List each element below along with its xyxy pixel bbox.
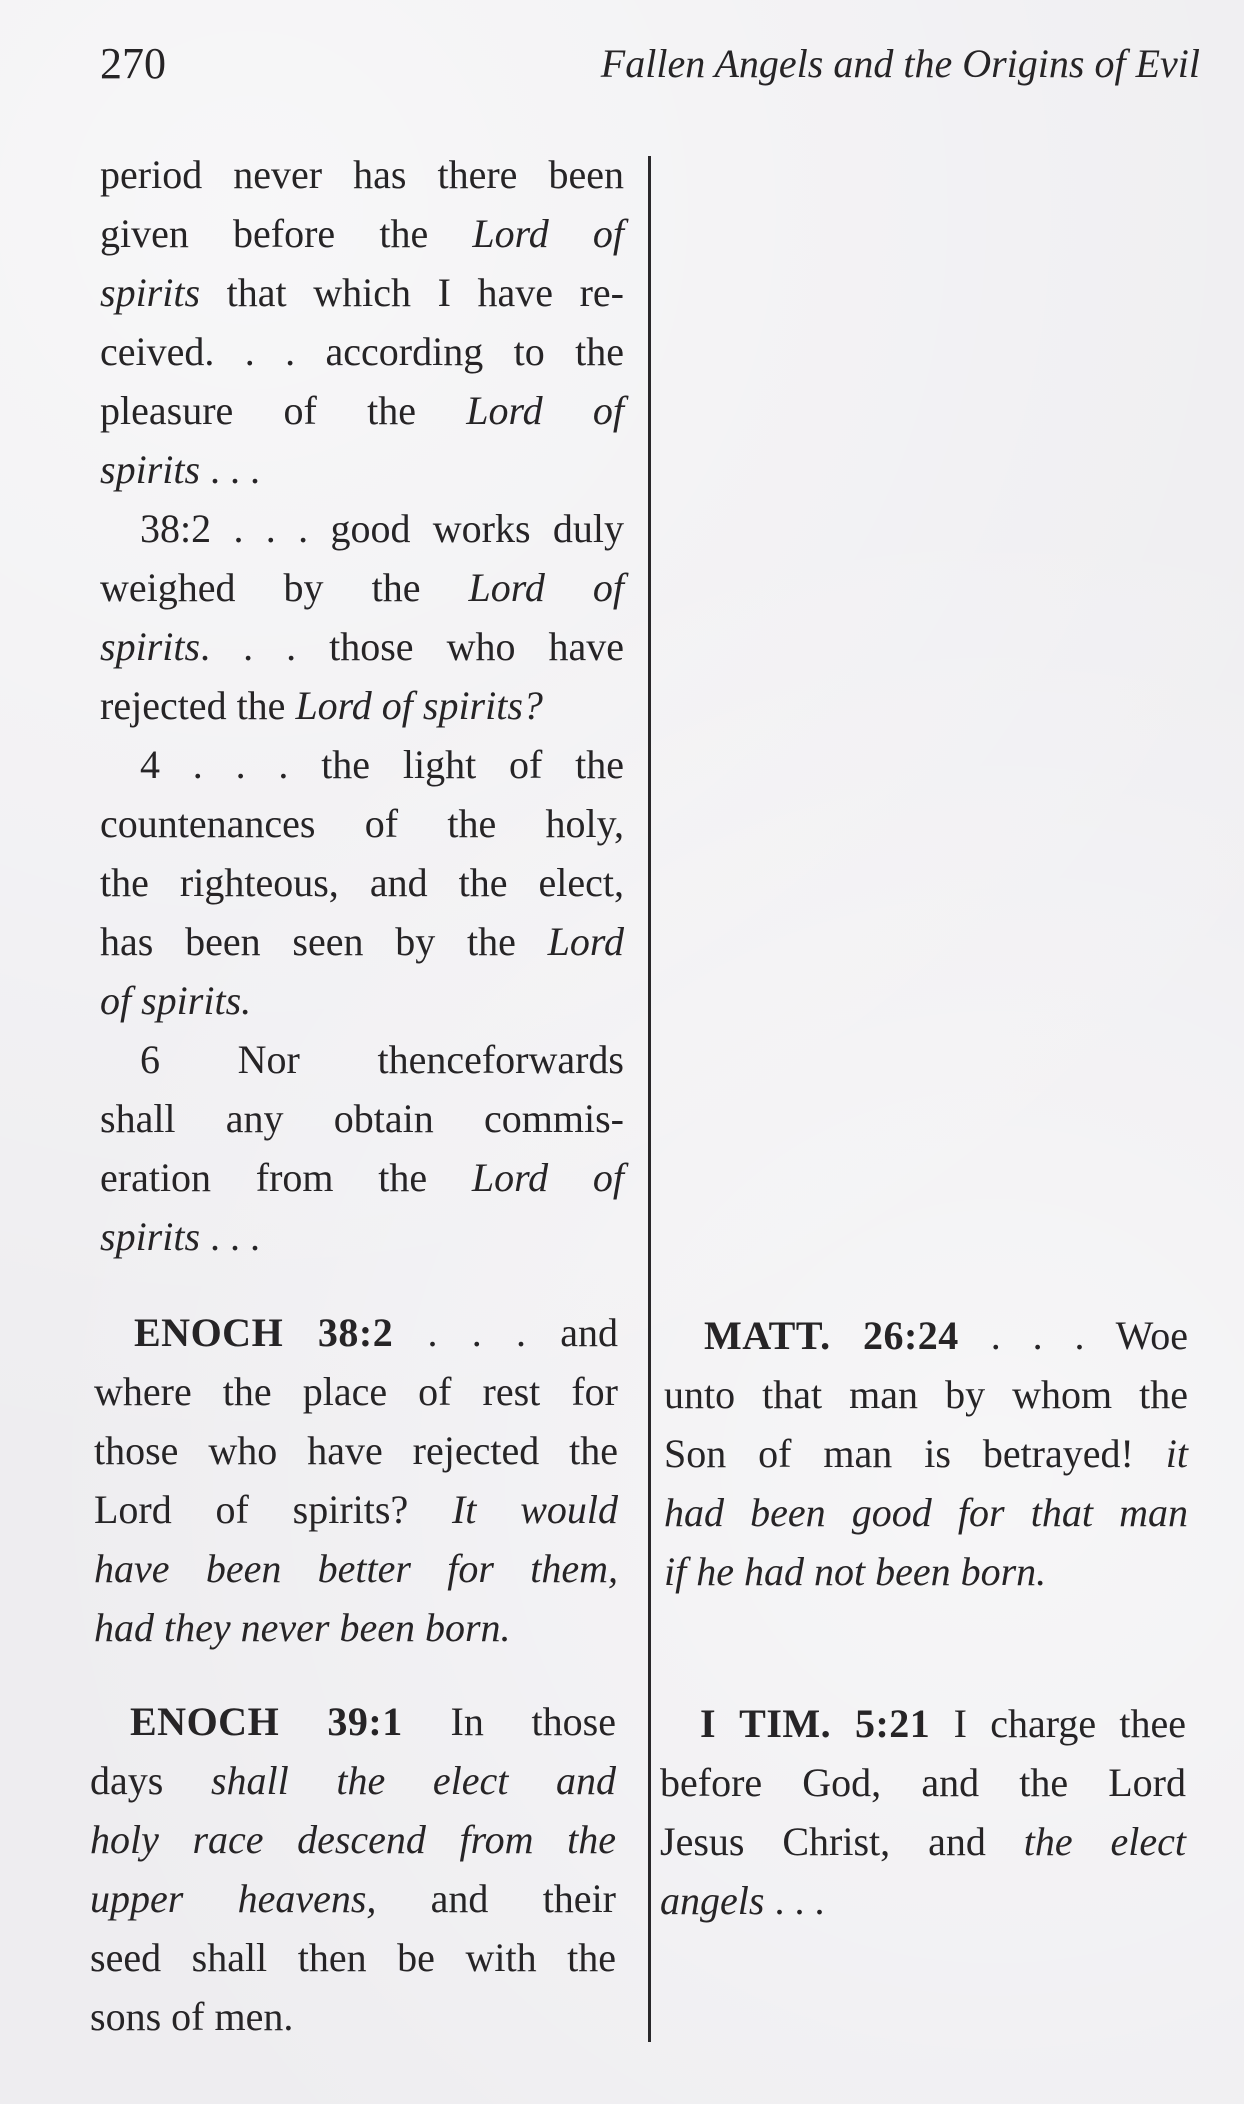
italic-run: Lord of (466, 388, 624, 433)
text-run: In those (402, 1699, 616, 1744)
text-line (94, 1480, 618, 1539)
text-run: that which I have re- (200, 270, 624, 315)
verse-number: 4 (140, 742, 160, 787)
text-run: seed shall then be with the (90, 1935, 616, 1980)
text-run: . . . good works duly (211, 506, 624, 551)
verse-38-2 (100, 499, 624, 735)
text-run: unto that man by whom the (664, 1372, 1188, 1417)
enoch-38-2-text (94, 1303, 618, 1657)
text-line (100, 499, 624, 558)
enoch-39-1-text (90, 1692, 616, 2046)
italic-run: of spirits. (100, 978, 252, 1023)
italic-run: Lord of spirits? (295, 683, 543, 728)
scripture-reference: I TIM. 5:21 (700, 1701, 931, 1746)
text-run: period never has there been (100, 152, 624, 197)
text-line (664, 1542, 1188, 1601)
text-line (100, 381, 624, 440)
text-run: weighed by the (100, 565, 469, 610)
running-title: Fallen Angels and the Origins of Evil (600, 41, 1200, 86)
text-line (94, 1421, 618, 1480)
verse-6 (100, 1030, 624, 1266)
text-line (100, 145, 624, 204)
text-line (100, 1207, 624, 1266)
column-divider (648, 156, 651, 2042)
text-run: days (90, 1758, 211, 1803)
text-line (100, 1030, 624, 1089)
i-tim-5-21-text (660, 1694, 1186, 1930)
italic-run: upper heavens, (90, 1876, 377, 1921)
text-line (660, 1694, 1186, 1753)
page-number: 270 (100, 39, 166, 88)
text-line (100, 263, 624, 322)
italic-run: holy race descend from the (90, 1817, 616, 1862)
italic-run: angels (660, 1878, 765, 1923)
italic-run: spirits (100, 624, 201, 669)
text-line (664, 1424, 1188, 1483)
verse-number: 6 (140, 1037, 160, 1082)
text-line (90, 1928, 616, 1987)
italic-run: Lord of (468, 565, 624, 610)
text-line (664, 1306, 1188, 1365)
text-line (90, 1810, 616, 1869)
italic-run: if he had not been born. (664, 1549, 1047, 1594)
italic-run: spirits (100, 447, 201, 492)
text-line (100, 322, 624, 381)
text-run: has been seen by the (100, 919, 548, 964)
italic-run: had they never been born. (94, 1605, 511, 1650)
enoch-39-1-passage (90, 1692, 616, 2046)
continuation-passage (100, 145, 624, 499)
text-line (100, 676, 624, 735)
italic-run: it (1165, 1431, 1188, 1476)
text-line (100, 971, 624, 1030)
matt-26-24-passage (664, 1306, 1188, 1601)
text-run: . . . (200, 1214, 261, 1259)
italic-run: It would (451, 1487, 618, 1532)
text-run: given before the (100, 211, 473, 256)
text-run: . . . the light of the (160, 742, 624, 787)
text-line (90, 1869, 616, 1928)
scripture-reference: ENOCH 39:1 (130, 1699, 403, 1744)
text-run: . . . and (393, 1310, 618, 1355)
italic-run: shall the elect and (210, 1758, 616, 1803)
text-line (94, 1598, 618, 1657)
text-run: Lord of spirits? (94, 1487, 452, 1532)
text-run: Nor thenceforwards (160, 1037, 624, 1082)
scripture-reference: ENOCH 38:2 (134, 1310, 394, 1355)
text-run: Jesus Christ, and (660, 1819, 1024, 1864)
italic-run: spirits (100, 270, 201, 315)
text-line (90, 1692, 616, 1751)
italic-run: the elect (1023, 1819, 1186, 1864)
i-tim-5-21-passage (660, 1694, 1186, 1930)
text-line (90, 1751, 616, 1810)
text-line (100, 1148, 624, 1207)
italic-run: Lord of (472, 211, 624, 256)
text-line (100, 735, 624, 794)
italic-run: Lord (547, 919, 624, 964)
italic-run: had been good for that man (664, 1490, 1188, 1535)
left-column-upper (100, 145, 624, 1266)
text-line (100, 440, 624, 499)
running-head (100, 34, 1200, 94)
text-run: those who have rejected the (94, 1428, 618, 1473)
text-line (100, 617, 624, 676)
text-line (100, 912, 624, 971)
text-run: eration from the (100, 1155, 472, 1200)
text-run: countenances of the holy, (100, 801, 624, 846)
text-line (660, 1812, 1186, 1871)
text-run: . . . those who have (200, 624, 624, 669)
italic-run: Lord of (471, 1155, 624, 1200)
text-run: the righteous, and the elect, (100, 860, 624, 905)
text-line (100, 1089, 624, 1148)
scripture-reference: MATT. 26:24 (704, 1313, 959, 1358)
text-line (660, 1871, 1186, 1930)
text-line (100, 558, 624, 617)
text-run: . . . (200, 447, 261, 492)
text-line (94, 1362, 618, 1421)
text-line (94, 1303, 618, 1362)
text-line (100, 794, 624, 853)
text-run: Son of man is betrayed! (664, 1431, 1166, 1476)
text-run: where the place of rest for (94, 1369, 618, 1414)
verse-4 (100, 735, 624, 1030)
text-line (100, 204, 624, 263)
text-run: before God, and the Lord (660, 1760, 1186, 1805)
text-line (100, 853, 624, 912)
text-run: and their (376, 1876, 616, 1921)
verse-number: 38:2 (140, 506, 212, 551)
text-line (660, 1753, 1186, 1812)
text-run: I charge thee (930, 1701, 1186, 1746)
text-run: . . . (764, 1878, 825, 1923)
text-run: ceived. . . according to the (100, 329, 624, 374)
text-line (664, 1483, 1188, 1542)
italic-run: spirits (100, 1214, 201, 1259)
text-run: rejected the (100, 683, 296, 728)
italic-run: have been better for them, (94, 1546, 618, 1591)
text-run: pleasure of the (100, 388, 467, 433)
enoch-38-2-passage (94, 1303, 618, 1657)
text-line (664, 1365, 1188, 1424)
text-line (90, 1987, 616, 2046)
text-line (94, 1539, 618, 1598)
text-run: . . . Woe (958, 1313, 1188, 1358)
text-run: shall any obtain commis- (100, 1096, 624, 1141)
matt-26-24-text (664, 1306, 1188, 1601)
text-run: sons of men. (90, 1994, 294, 2039)
